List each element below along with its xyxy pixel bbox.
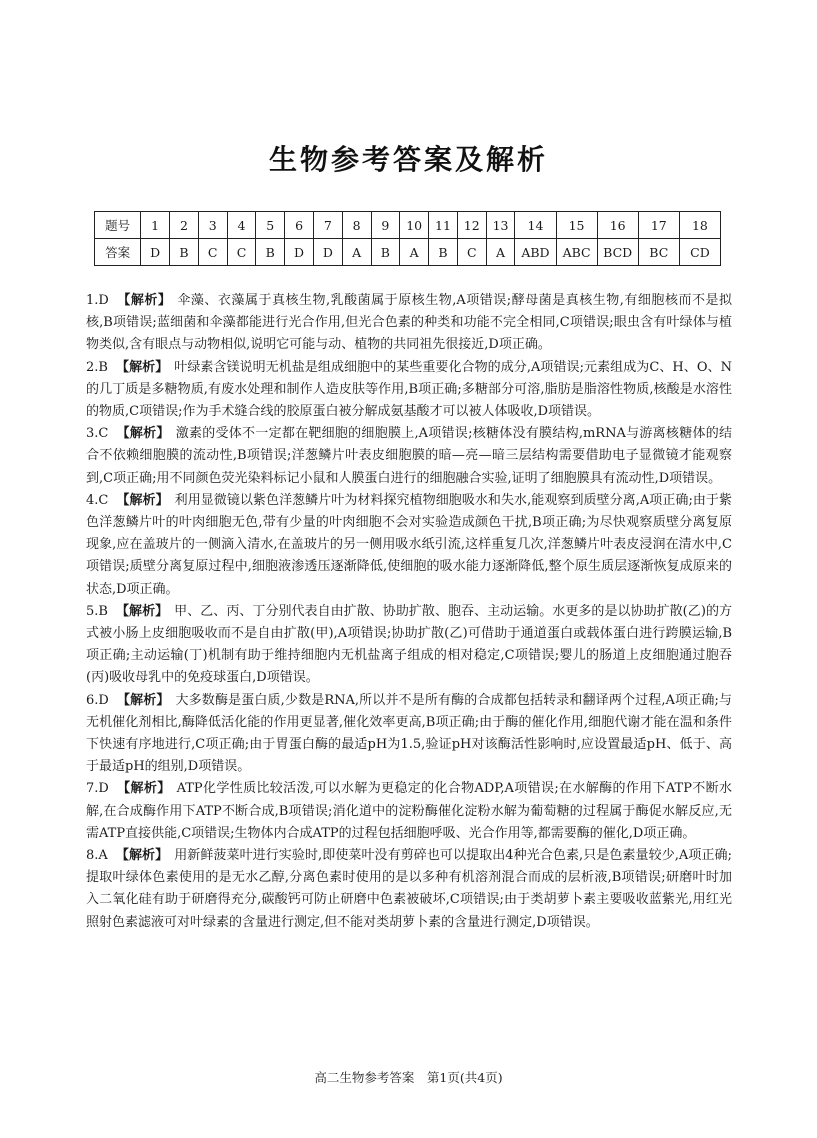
page-title: 生物参考答案及解析 <box>268 143 548 176</box>
explanation-text: ATP化学性质比较活泼,可以水解为更稳定的化合物ADP,A项错误;在水解酶的作用下ATP不断水解,在合成酶作用下ATP不断合成,B项错误;消化道中的淀粉酶催化淀粉水解为葡萄糖的过程属于酶促水解反应,无需ATP直接供能,C项错误;生物体内合成ATP的过程包括细胞呼吸、光合作用等,都需要酶的催化,D项正确。 <box>86 781 732 841</box>
explanation-item <box>86 490 732 601</box>
answer-cell: C <box>457 239 486 266</box>
explanations <box>86 290 732 934</box>
analysis-tag: 【解析】 <box>116 692 170 708</box>
answer-cell: ABD <box>515 239 556 266</box>
item-number: 7.D <box>86 781 109 797</box>
question-number-cell: 8 <box>342 212 371 239</box>
explanation-item <box>86 601 732 690</box>
question-number-cell: 18 <box>679 212 720 239</box>
answer-table-answer-row <box>95 239 721 266</box>
question-number-cell: 5 <box>256 212 285 239</box>
question-number-cell: 12 <box>457 212 486 239</box>
analysis-tag: 【解析】 <box>116 293 172 308</box>
answer-cell: BC <box>638 239 679 266</box>
question-number-cell: 10 <box>400 212 429 239</box>
page-footer: 高二生物参考答案 第1页(共4页) <box>314 1070 503 1085</box>
explanation-text: 用新鲜菠菜叶进行实验时,即使菜叶没有剪碎也可以提取出4种光合色素,只是色素量较少,A项正确;提取叶绿体色素使用的是无水乙醇,分离色素时使用的是以多种有机溶剂混合而成的层析液,B项错误;研磨叶时加入二氧化硅有助于研磨得充分,碳酸钙可防止研磨中色素被破坏,C项错误;由于类胡萝卜素主要吸收蓝紫光,用红光照射色素滤液可对叶绿素的含量进行测定,但不能对类胡萝卜素的含量进行测定,D项错误。 <box>86 848 732 930</box>
question-number-cell: 15 <box>556 212 597 239</box>
answer-cell: ABC <box>556 239 597 266</box>
question-number-cell: 3 <box>198 212 227 239</box>
analysis-tag: 【解析】 <box>115 359 169 375</box>
explanation-text: 大多数酶是蛋白质,少数是RNA,所以并不是所有酶的合成都包括转录和翻译两个过程,A项正确;与无机催化剂相比,酶降低活化能的作用更显著,催化效率更高,B项正确;由于酶的催化作用,细胞代谢才能在温和条件下快速有序地进行,C项正确;由于胃蛋白酶的最适pH为1.5,验证pH对该酶活性影响时,应设置最适pH、低于、高于最适pH的组别,D项错误。 <box>86 692 732 775</box>
answer-cell: D <box>285 239 314 266</box>
question-number-cell: 1 <box>141 212 170 239</box>
explanation-item <box>86 778 732 845</box>
item-number: 2.B <box>86 359 108 375</box>
explanation-text: 伞藻、衣藻属于真核生物,乳酸菌属于原核生物,A项错误;酵母菌是真核生物,有细胞核而不是拟核,B项错误;蓝细菌和伞藻都能进行光合作用,但光合色素的种类和功能不完全相同,C项错误;眼虫含有叶绿体与植物类似,含有眼点与动物相似,说明它可能与动、植物的共同祖先很接近,D项正确。 <box>86 293 732 353</box>
explanation-text: 激素的受体不一定都在靶细胞的细胞膜上,A项错误;核糖体没有膜结构,mRNA与游离核糖体的结合不依赖细胞膜的流动性,B项错误;洋葱鳞片叶表皮细胞膜的暗—亮—暗三层结构需要借助电子显微镜才能观察到,C项正确;用不同颜色荧光染料标记小鼠和人膜蛋白进行的细胞融合实验,证明了细胞膜具有流动性,D项错误。 <box>86 426 732 486</box>
question-number-cell: 2 <box>170 212 199 239</box>
answer-cell: C <box>227 239 256 266</box>
item-number: 1.D <box>86 293 109 308</box>
item-number: 3.C <box>86 426 109 442</box>
answer-cell: D <box>313 239 342 266</box>
explanation-text: 甲、乙、丙、丁分别代表自由扩散、协助扩散、胞吞、主动运输。水更多的是以协助扩散(乙)的方式被小肠上皮细胞吸收而不是自由扩散(甲),A项错误;协助扩散(乙)可借助于通道蛋白或载体蛋白进行跨膜运输,B项正确;主动运输(丁)机制有助于维持细胞内无机盐离子组成的相对稳定,C项错误;婴儿的肠道上皮细胞通过胞吞(丙)吸收母乳中的免疫球蛋白,D项错误。 <box>86 603 732 686</box>
answer-table-number-row <box>95 212 721 239</box>
explanation-text: 利用显微镜以紫色洋葱鳞片叶为材料探究植物细胞吸水和失水,能观察到质壁分离,A项正确;由于紫色洋葱鳞片叶的叶肉细胞无色,带有少量的叶肉细胞不会对实验造成颜色干扰,B项正确;为尽快观察质壁分离复原现象,应在盖玻片的一侧滴入清水,在盖玻片的另一侧用吸水纸引流,这样重复几次,洋葱鳞片叶表皮浸润在清水中,C项错误;质壁分离复原过程中,细胞液渗透压逐渐降低,使细胞的吸水能力逐渐降低,整个原生质层逐渐恢复成原来的状态,D项正确。 <box>86 492 732 597</box>
row-header-number: 题号 <box>95 212 141 239</box>
item-number: 5.B <box>86 603 108 619</box>
explanation-item <box>86 845 732 934</box>
explanation-item <box>86 423 732 490</box>
analysis-tag: 【解析】 <box>115 848 169 864</box>
explanation-item <box>86 690 732 779</box>
question-number-cell: 7 <box>313 212 342 239</box>
answer-cell: C <box>198 239 227 266</box>
answer-cell: B <box>371 239 400 266</box>
analysis-tag: 【解析】 <box>115 603 169 619</box>
answer-cell: BCD <box>597 239 638 266</box>
row-header-answer: 答案 <box>95 239 141 266</box>
question-number-cell: 14 <box>515 212 556 239</box>
question-number-cell: 6 <box>285 212 314 239</box>
answer-cell: B <box>170 239 199 266</box>
question-number-cell: 11 <box>429 212 458 239</box>
analysis-tag: 【解析】 <box>116 426 170 442</box>
answer-cell: CD <box>679 239 720 266</box>
answer-cell: B <box>429 239 458 266</box>
question-number-cell: 17 <box>638 212 679 239</box>
explanation-item <box>86 290 732 357</box>
question-number-cell: 9 <box>371 212 400 239</box>
explanation-item <box>86 357 732 424</box>
item-number: 8.A <box>86 848 108 864</box>
explanation-text: 叶绿素含镁说明无机盐是组成细胞中的某些重要化合物的成分,A项错误;元素组成为C、H、O、N的几丁质是多糖物质,有废水处理和制作人造皮肤等作用,B项正确;多糖部分可溶,脂肪是脂溶性物质,核酸是水溶性的物质,C项错误;作为手术缝合线的胶原蛋白被分解成氨基酸才可以被人体吸收,D项错误。 <box>86 359 732 420</box>
item-number: 6.D <box>86 692 109 708</box>
answer-table <box>94 211 721 266</box>
answer-cell: A <box>342 239 371 266</box>
question-number-cell: 16 <box>597 212 638 239</box>
answer-cell: A <box>400 239 429 266</box>
answer-cell: A <box>486 239 515 266</box>
analysis-tag: 【解析】 <box>116 781 171 797</box>
question-number-cell: 13 <box>486 212 515 239</box>
question-number-cell: 4 <box>227 212 256 239</box>
item-number: 4.C <box>86 492 109 508</box>
analysis-tag: 【解析】 <box>116 492 169 508</box>
answer-cell: B <box>256 239 285 266</box>
answer-cell: D <box>141 239 170 266</box>
